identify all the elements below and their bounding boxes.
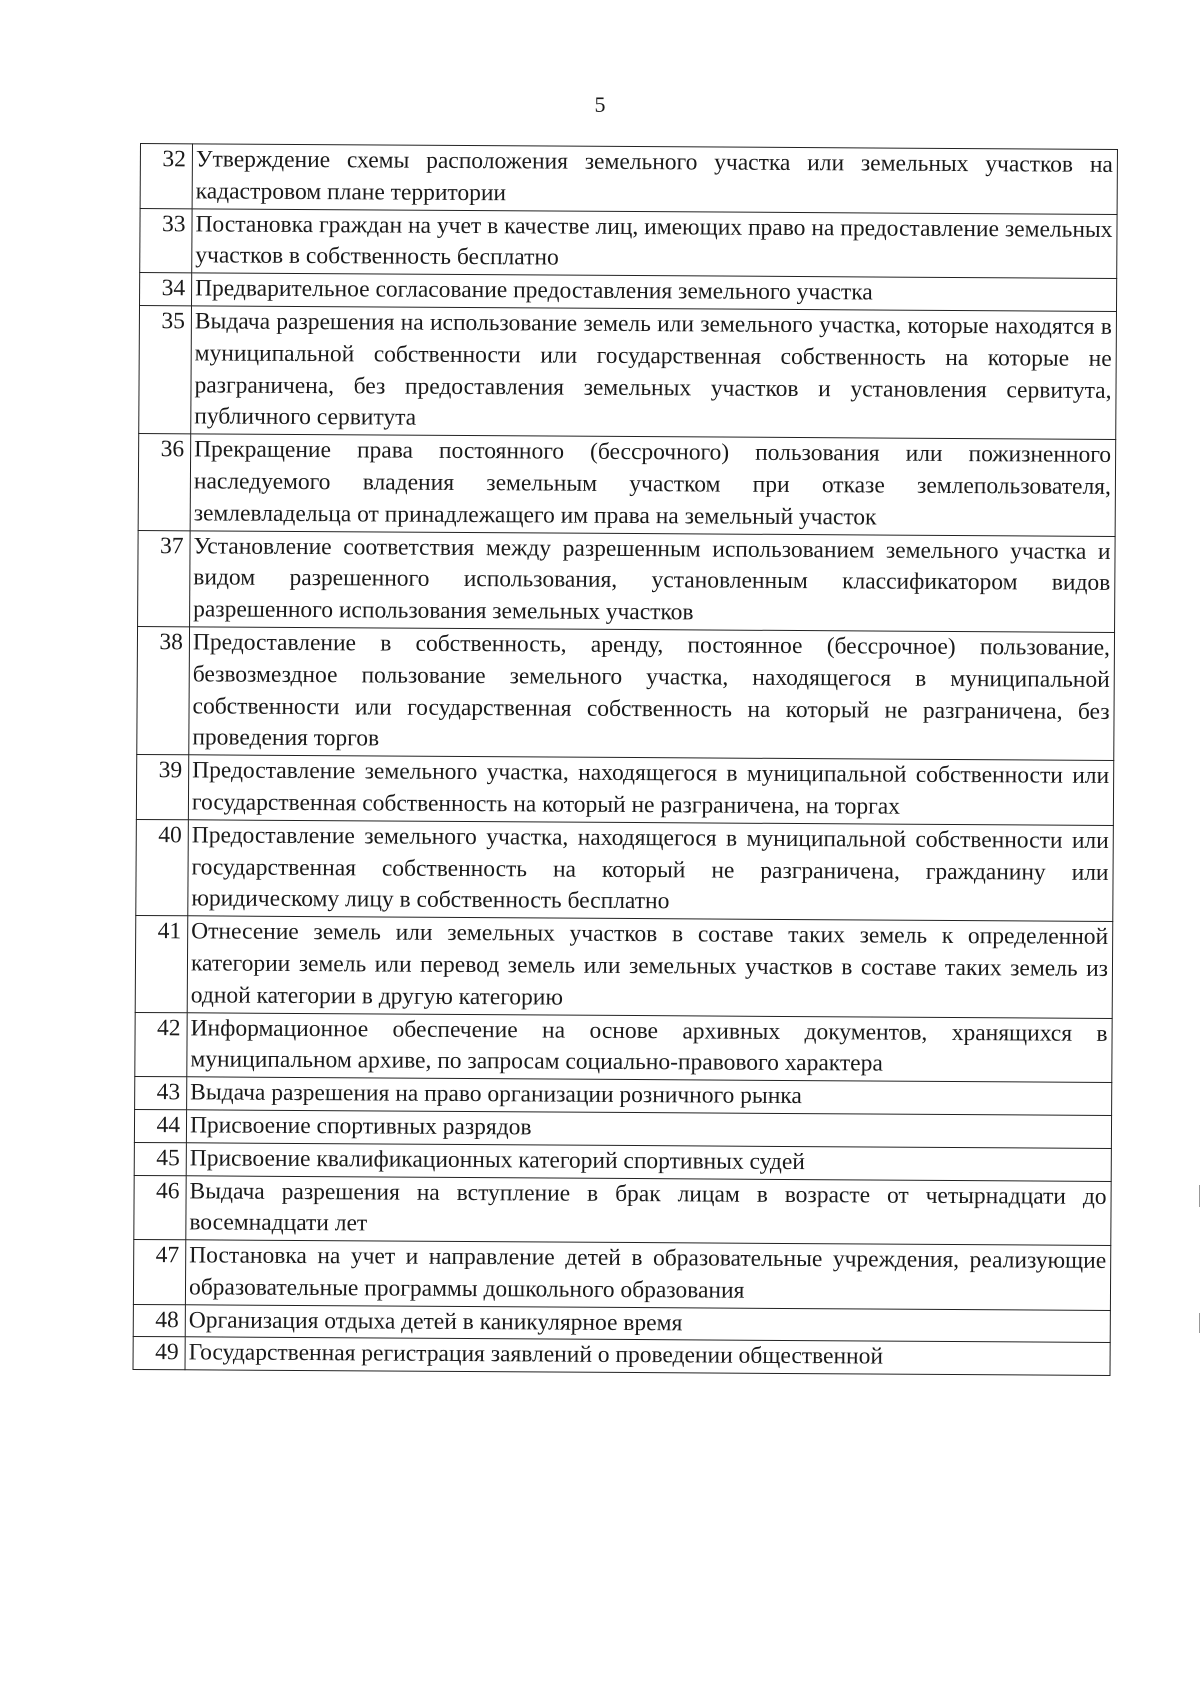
services-table-body	[133, 144, 1117, 1376]
service-description: Отнесение земель или земельных участков в составе таких земель к определенной категории земель или перевод земель или земельных участков в составе таких земель из одной категории в другую категорию	[187, 916, 1113, 1018]
service-description: Организация отдыха детей в каникулярное время	[185, 1304, 1110, 1342]
table-row	[134, 1109, 1111, 1148]
table-row	[133, 1337, 1110, 1376]
row-number: 49	[133, 1337, 185, 1370]
table-row	[140, 273, 1117, 312]
row-number: 35	[139, 305, 192, 434]
table-row	[137, 626, 1115, 760]
table-row	[134, 1142, 1111, 1181]
table-row	[133, 1240, 1110, 1311]
row-number: 45	[134, 1142, 186, 1175]
service-description: Предварительное согласование предоставления земельного участка	[192, 273, 1117, 311]
service-description: Предоставление земельного участка, находящегося в муниципальной собственности или государственная собственность на который не разграничена, на торгах	[188, 755, 1113, 825]
service-description: Присвоение квалификационных категорий спортивных судей	[186, 1143, 1111, 1181]
table-row	[135, 916, 1113, 1018]
row-number: 39	[136, 755, 188, 820]
table-row	[140, 208, 1117, 279]
service-description: Постановка на учет и направление детей в образовательные учреждения, реализующие образовательные программы дошкольного образования	[185, 1240, 1110, 1310]
row-number: 46	[134, 1175, 186, 1240]
row-number: 42	[135, 1012, 187, 1077]
table-row	[135, 1077, 1112, 1116]
service-description: Предоставление в собственность, аренду, постоянное (бессрочное) пользование, безвозмездное пользование земельного участка, находящегося в муниципальной собственности или государственная собственность на который не разграничена, без проведения торгов	[189, 627, 1115, 761]
service-description: Информационное обеспечение на основе архивных документов, хранящихся в муниципальном архиве, по запросам социально-правового характера	[187, 1012, 1112, 1082]
service-description: Утверждение схемы расположения земельного участка или земельных участков на кадастровом плане территории	[192, 144, 1117, 214]
table-row	[135, 1012, 1112, 1083]
service-description: Предоставление земельного участка, находящегося в муниципальной собственности или государственная собственность на который не разграничена, гражданину или юридическому лицу в собственность бесплатно	[188, 820, 1114, 922]
row-number: 32	[140, 144, 192, 209]
services-table	[133, 143, 1118, 1376]
service-description: Присвоение спортивных разрядов	[186, 1110, 1111, 1148]
table-row	[133, 1304, 1110, 1343]
page-number: 5	[594, 92, 606, 117]
service-description: Выдача разрешения на право организации розничного рынка	[187, 1077, 1112, 1115]
row-number: 43	[135, 1077, 187, 1110]
row-number: 37	[138, 530, 191, 627]
row-number: 38	[137, 626, 190, 755]
service-description: Постановка граждан на учет в качестве лиц, имеющих право на предоставление земельных участков в собственность бесплатно	[192, 208, 1117, 278]
row-number: 44	[134, 1109, 186, 1142]
service-description: Прекращение права постоянного (бессрочного) пользования или пожизненного наследуемого владения земельным участком при отказе землепользователя, землевладельца от принадлежащего им права на земельный участок	[190, 434, 1116, 536]
table-row	[136, 819, 1114, 921]
row-number: 40	[136, 819, 189, 916]
table-row	[139, 305, 1117, 439]
service-description: Выдача разрешения на использование земель или земельного участка, которые находятся в муниципальной собственности или государственная собственность на которые не разграничена, без предоставления земельных участков и установления сервитута, публичного сервитута	[191, 306, 1117, 440]
service-description: Установление соответствия между разрешенным использованием земельного участка и видом разрешенного использования, установленным классификатором видов разрешенного использования земельных участков	[190, 530, 1116, 632]
service-description: Государственная регистрация заявлений о проведении общественной	[185, 1337, 1110, 1375]
row-number: 34	[140, 273, 192, 306]
row-number: 47	[133, 1240, 185, 1305]
row-number: 33	[140, 208, 192, 273]
table-row	[140, 144, 1117, 215]
row-number: 48	[133, 1304, 185, 1337]
table-row	[138, 434, 1116, 536]
service-description: Выдача разрешения на вступление в брак лицам в возрасте от четырнадцати до восемнадцати лет	[186, 1175, 1111, 1245]
table-row	[136, 755, 1113, 826]
row-number: 41	[135, 916, 188, 1013]
table-row	[134, 1175, 1111, 1246]
table-row	[138, 530, 1116, 632]
row-number: 36	[138, 434, 191, 531]
